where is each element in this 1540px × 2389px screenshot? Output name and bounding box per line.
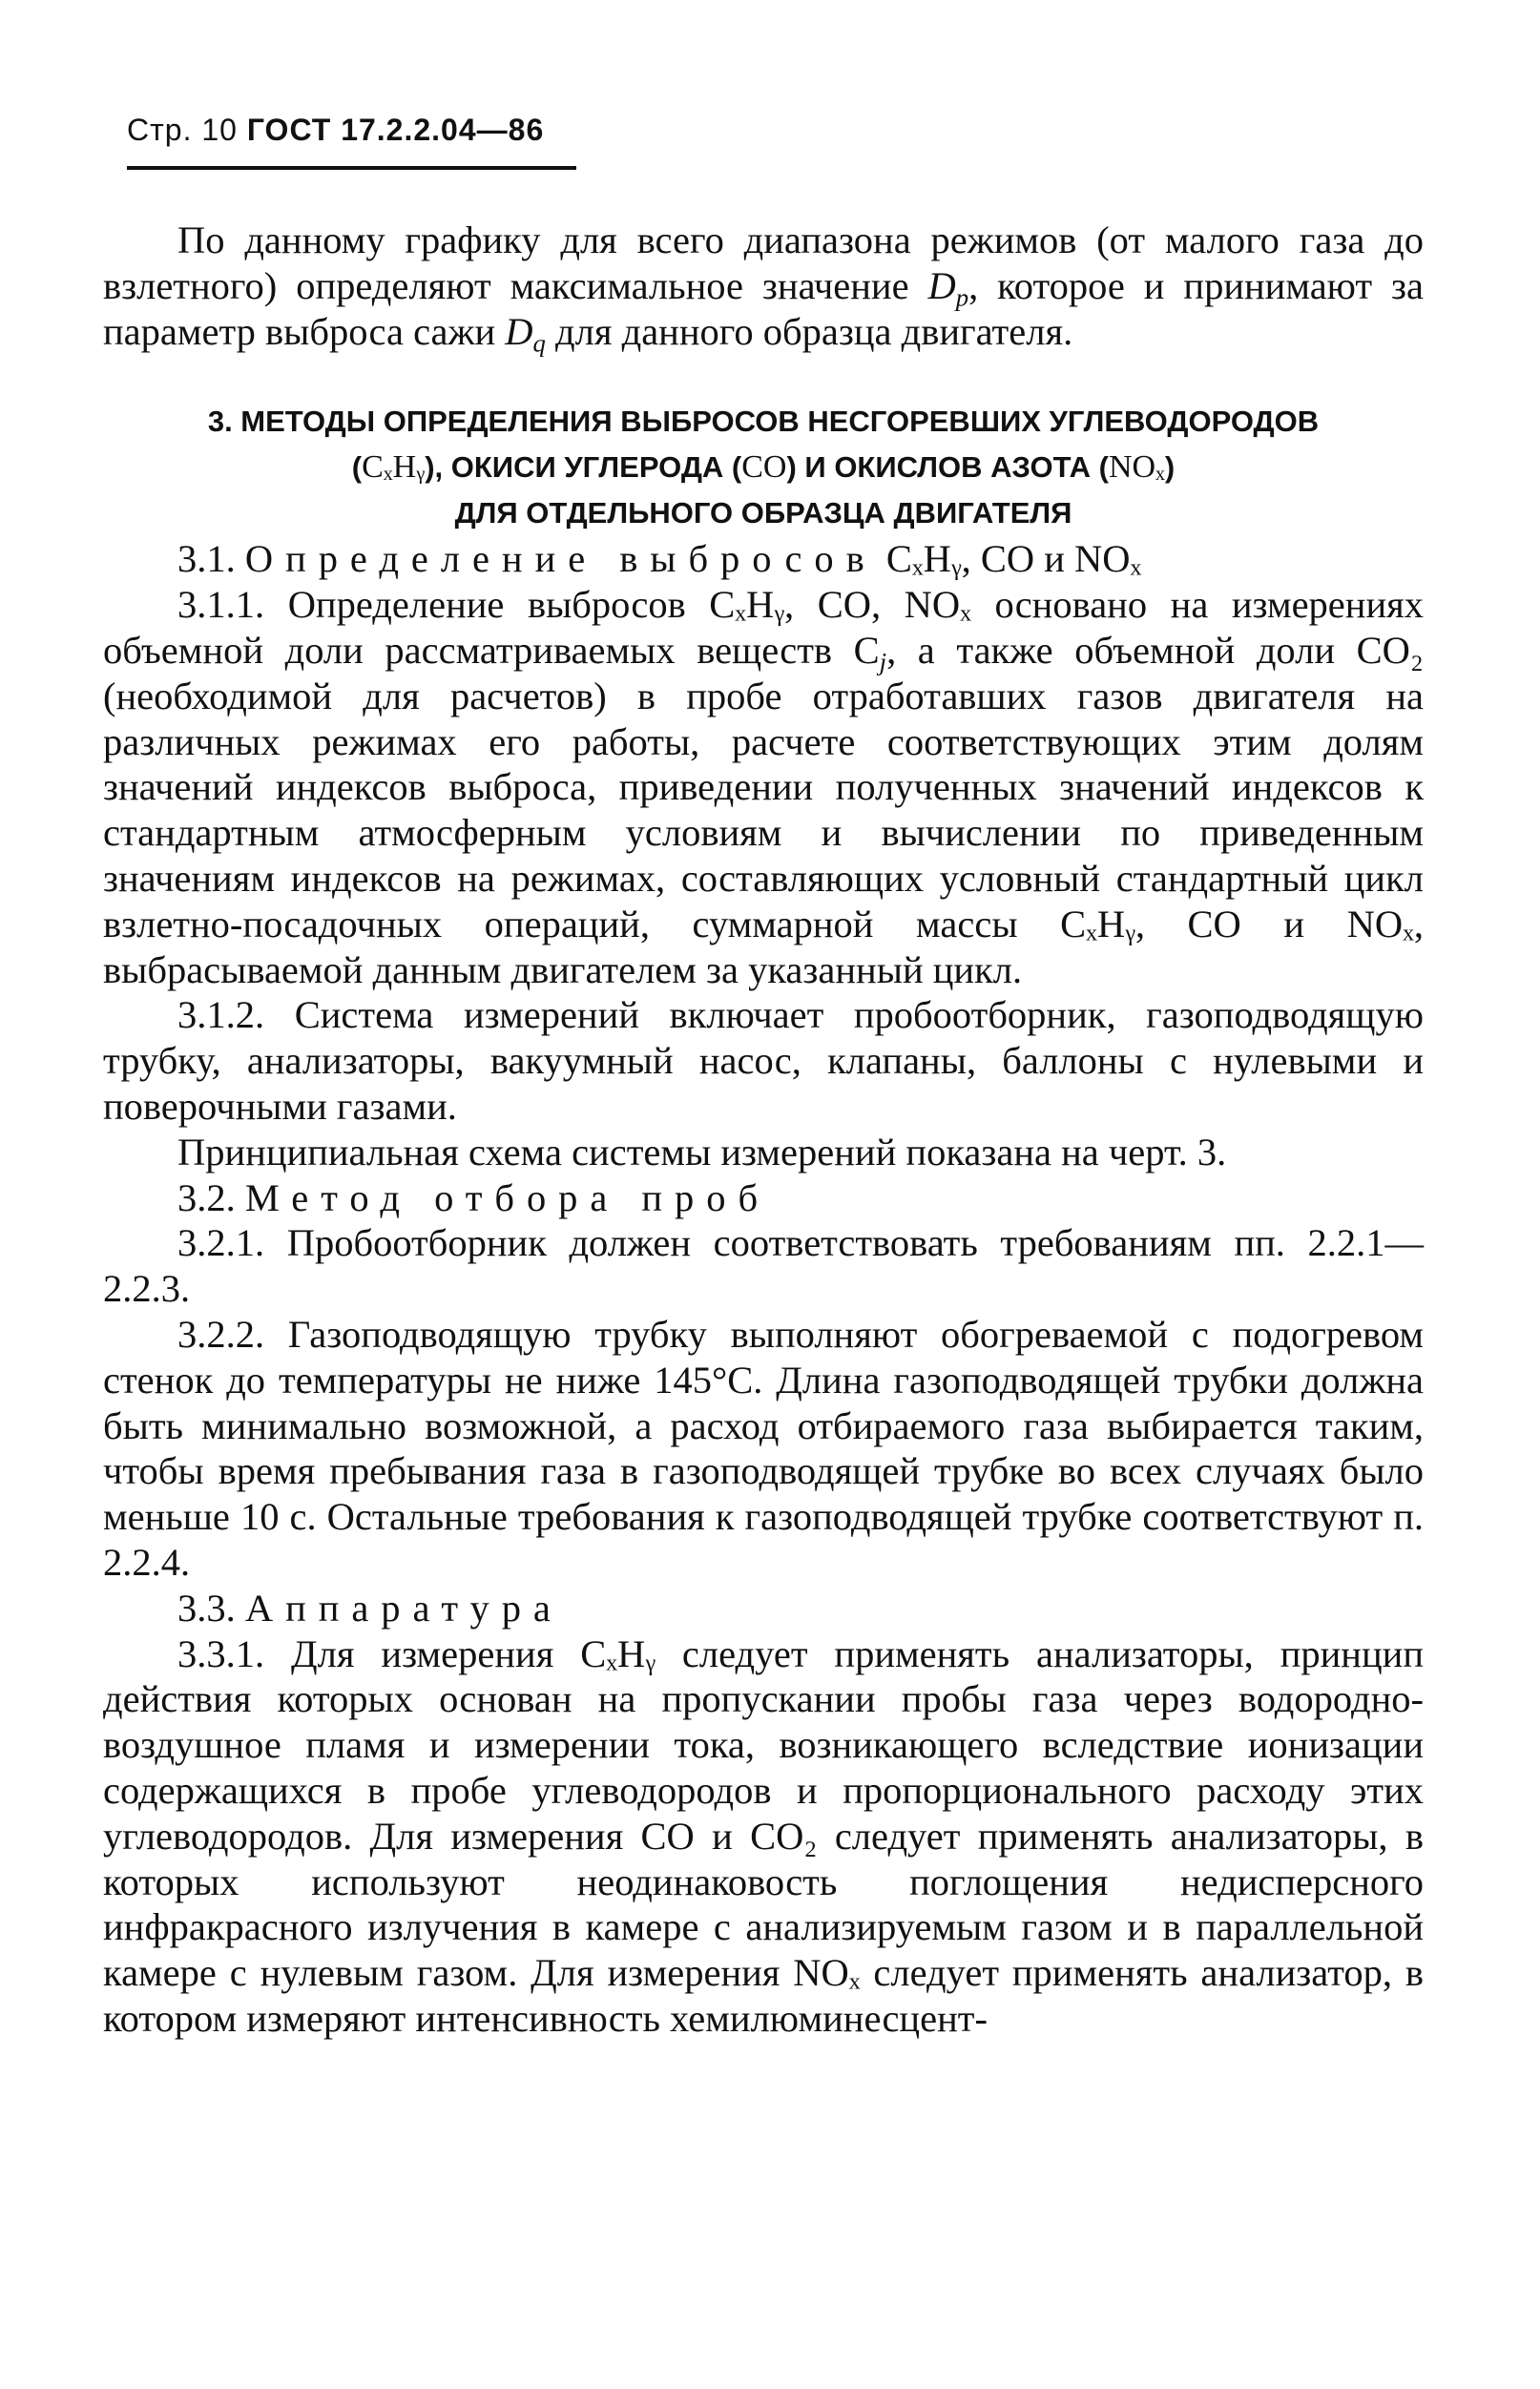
item-3-3-1: 3.3.1. Для измерения CₓHᵧ следует применять анализаторы, принцип действия которых основан на пропускании пробы газа через водородно-воздушное пламя и измерении тока, возникающего вследствие ионизации содержащихся в пробе углеводородов и пропорционального расходу этих углеводородов. Для измерения CO и CO₂ следует применять анализаторы, в которых используют неодинаковость поглощения недисперсного инфракрасного излучения в камере с анализируемым газом и в параллельной камере с нулевым газом. Для измерения NOₓ следует применять анализатор, в котором измеряют интенсивность хемилюминесцент- xyxy=(103,1631,1424,2040)
section-3-heading: 3. МЕТОДЫ ОПРЕДЕЛЕНИЯ ВЫБРОСОВ НЕСГОРЕВШИХ УГЛЕВОДОРОДОВ (CₓHᵧ), ОКИСИ УГЛЕРОДА (CO) И ОКИСЛОВ АЗОТА (NOₓ) ДЛЯ ОТДЕЛЬНОГО ОБРАЗЦА ДВИГАТЕЛЯ xyxy=(103,399,1424,536)
item-3-2-1: 3.2.1. Пробоотборник должен соответствовать требованиям пп. 2.2.1—2.2.3. xyxy=(103,1221,1424,1311)
item-3-1: 3.1. Определение выбросов CₓHᵧ, CO и NOₓ xyxy=(177,537,1142,581)
intro-paragraph: По данному графику для всего диапазона режимов (от малого газа до взлетного) определяют максимальное значение Dp, которое и принимают за параметр выброса сажи Dq для данного образца двигателя. xyxy=(103,218,1424,358)
item-3-1-1: 3.1.1. Определение выбросов CₓHᵧ, CO, NOₓ основано на измерениях объемной доли рассматриваемых веществ Cj, а также объемной доли CO₂ (необходимой для расчетов) в пробе отработавших газов двигателя на различных режимах его работы, расчете соответствующих этим долям значений индексов выброса, приведении полученных значений индексов к стандартным атмосферным условиям и вычислении по приведенным значениям индексов на режимах, составляющих условный стандартный цикл взлетно-посадочных операций, суммарной массы CₓHᵧ, CO и NOₓ, выбрасываемой данным двигателем за указанный цикл. xyxy=(103,583,1425,991)
item-3-1-2: 3.1.2. Система измерений включает пробоотборник, газоподводящую трубку, анализаторы, вакуумный насос, клапаны, баллоны с нулевыми и поверочными газами. xyxy=(103,993,1424,1128)
header-rule xyxy=(127,166,576,170)
item-3-2-2: 3.2.2. Газоподводящую трубку выполняют обогреваемой с подогревом стенок до температуры не ниже 145°C. Длина газоподводящей трубки должна быть минимально возможной, а расход отбираемого газа выбирается таким, чтобы время пребывания газа в газоподводящей трубке во всех случаях было меньше 10 с. Остальные требования к газоподводящей трубке соответствуют п. 2.2.4. xyxy=(103,1312,1424,1584)
item-3-3: 3.3. Аппаратура xyxy=(177,1586,563,1630)
document-body xyxy=(103,218,1424,2042)
symbol-dp: Dp xyxy=(927,263,969,312)
schematic-note: Принципиальная схема системы измерений показана на черт. 3. xyxy=(177,1130,1227,1174)
page-header xyxy=(127,113,544,148)
symbol-cj: Cj xyxy=(853,628,887,676)
page-number: Стр. 10 xyxy=(127,113,238,147)
section-3-heading-line2: (CₓHᵧ), ОКИСИ УГЛЕРОДА (CO) И ОКИСЛОВ АЗОТА (NOₓ) xyxy=(351,449,1176,486)
standard-number: ГОСТ 17.2.2.04—86 xyxy=(246,113,545,147)
spacer xyxy=(103,354,1424,399)
symbol-dq: Dq xyxy=(505,309,546,358)
item-3-2: 3.2. Метод отбора проб xyxy=(177,1175,771,1219)
